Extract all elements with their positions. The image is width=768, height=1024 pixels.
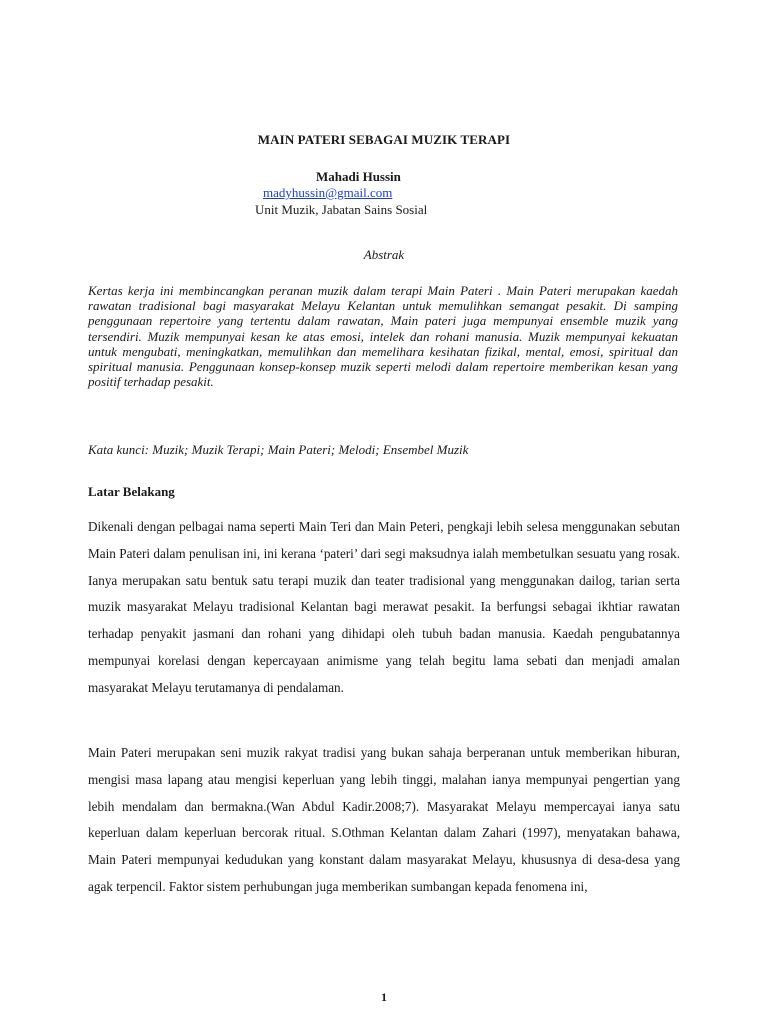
abstract-text: Kertas kerja ini membincangkan peranan muzik dalam terapi Main Pateri . Main Pateri merupakan kaedah rawatan tradisional bagi masyarakat Melayu Kelantan untuk memulihkan semangat pesakit. Di samping penggunaan repertoire yang tertentu dalam rawatan, Main pateri juga mempunyai ensemble muzik yang tersendiri. Muzik mempunyai kesan ke atas emosi, intelek dan rohani manusia. Muzik mempunyai kekuatan untuk mengubati, meningkatkan, memulihkan dan memelihara kesihatan fizikal, mental, emosi, spiritual dan spiritual manusia. Penggunaan konsep-konsep muzik seperti melodi dalam repertoire memberikan kesan yang positif terhadap pesakit. xyxy=(88,283,678,390)
body-paragraph: Dikenali dengan pelbagai nama seperti Main Teri dan Main Peteri, pengkaji lebih selesa menggunakan sebutan Main Pateri dalam penulisan ini, ini kerana ‘pateri’ dari segi maksudnya ialah membetulkan sesuatu yang rosak. Ianya merupakan satu bentuk satu terapi muzik dan teater tradisional yang menggunakan dailog, tarian serta muzik masyarakat Melayu tradisional Kelantan bagi merawat pesakit. Ia berfungsi sebagai ikhtiar rawatan terhadap penyakit jasmani dan rohani yang dihidapi oleh tubuh badan manusia. Kaedah pengubatannya mempunyai korelasi dengan kepercayaan animisme yang telah begitu lama sebati dan menjadi amalan masyarakat Melayu terutamanya di pendalaman. xyxy=(88,519,680,695)
keywords: Kata kunci: Muzik; Muzik Terapi; Main Pateri; Melodi; Ensembel Muzik xyxy=(88,442,469,457)
section-heading: Latar Belakang xyxy=(88,484,175,499)
paper-title: MAIN PATERI SEBAGAI MUZIK TERAPI xyxy=(257,132,511,147)
author-name: Mahadi Hussin xyxy=(316,169,401,184)
page-number: 1 xyxy=(381,990,387,1004)
body-paragraph: Main Pateri merupakan seni muzik rakyat tradisi yang bukan sahaja berperanan untuk memberikan hiburan, mengisi masa lapang atau mengisi keperluan yang lebih tinggi, malahan ianya mempunyai pengertian yang lebih mendalam dan bermakna.(Wan Abdul Kadir.2008;7). Masyarakat Melayu mempercayai ianya satu keperluan dalam keperluan bercorak ritual. S.Othman Kelantan dalam Zahari (1997), menyatakan bahawa, Main Pateri mempunyai kedudukan yang konstant dalam masyarakat Melayu, khususnya di desa-desa yang agak terpencil. Faktor sistem perhubungan juga memberikan sumbangan kepada fenomena ini, xyxy=(88,745,680,894)
abstract-heading: Abstrak xyxy=(363,247,405,262)
author-affiliation: Unit Muzik, Jabatan Sains Sosial xyxy=(255,202,428,217)
author-email-link[interactable]: madyhussin@gmail.com xyxy=(263,185,393,200)
